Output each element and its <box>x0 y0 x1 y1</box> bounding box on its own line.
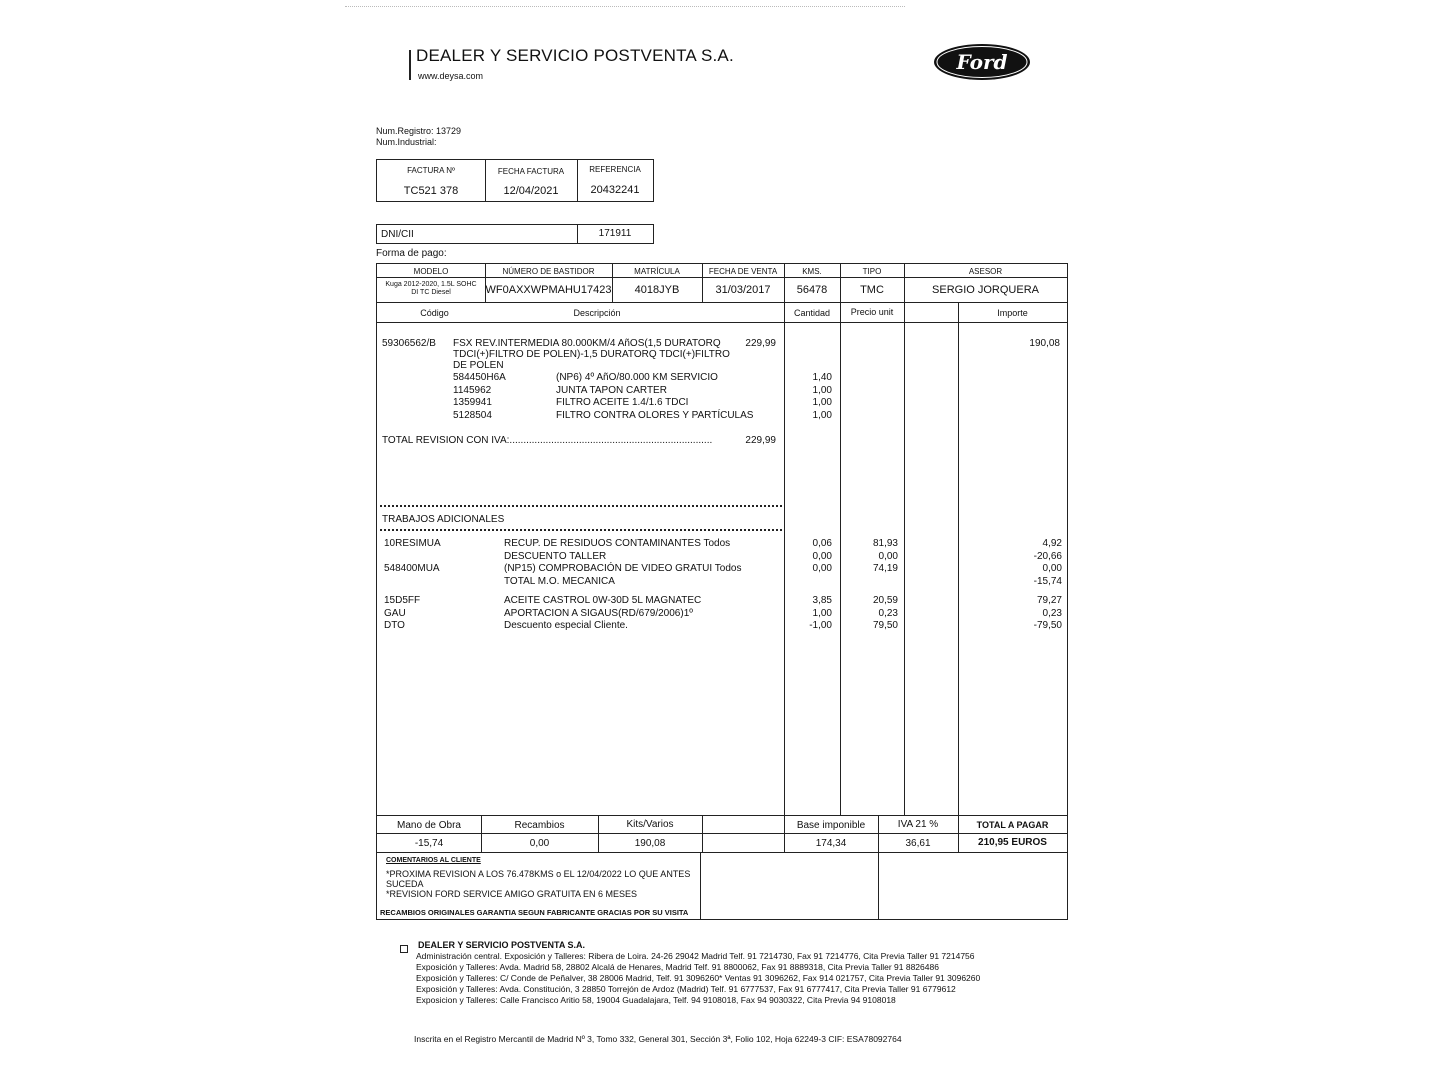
fecha-factura-label: FECHA FACTURA <box>497 167 565 176</box>
modelo-line-2: DI TC Diesel <box>411 289 451 296</box>
part-codes <box>453 372 506 423</box>
line-qty: 1,00 <box>812 607 832 619</box>
line-description: Descuento especial Cliente. <box>504 620 628 631</box>
precio-header: Precio unit <box>850 307 894 317</box>
forma-de-pago: Forma de pago: <box>376 248 447 259</box>
line-description: DESCUENTO TALLER <box>504 550 607 562</box>
kms-value: 56478 <box>796 284 828 296</box>
revision-price: 229,99 <box>745 338 776 349</box>
iva-label: IVA 21 % <box>897 819 939 830</box>
registro-mercantil: Inscrita en el Registro Mercantil de Madrid Nº 3, Tomo 332, General 301, Sección 3ª, Folio 102, Hoja 62249-3 CIF: ESA78092764 <box>414 1034 902 1044</box>
separator-bottom <box>380 529 782 531</box>
parts-codes <box>384 595 420 633</box>
parts-importes <box>990 595 1062 633</box>
part-qty: 1,00 <box>812 397 832 409</box>
line-qty <box>786 576 832 589</box>
line-prices <box>850 538 898 588</box>
part-description: (NP6) 4º AñO/80.000 KM SERVICIO <box>556 372 718 383</box>
line-price: 81,93 <box>872 538 898 549</box>
footer-address: Exposición y Talleres: Avda. Madrid 58, 28802 Alcalá de Henares, Madrid Telf. 91 8800062, Fax 91 8889318, Cita Previa Taller 91 8826486 <box>416 962 939 972</box>
total-pagar-value: 210,95 EUROS <box>978 837 1047 848</box>
part-code: 584450H6A <box>453 372 506 383</box>
kms-header: KMS. <box>802 267 822 276</box>
part-description: FILTRO CONTRA OLORES Y PARTÍCULAS <box>556 410 754 422</box>
line-code: 548400MUA <box>384 563 440 574</box>
part-qty: 1,00 <box>812 410 832 422</box>
line-descriptions <box>504 538 741 588</box>
comment-line: *PROXIMA REVISION A LOS 76.478KMS o EL 12/04/2022 LO QUE ANTES <box>386 869 691 879</box>
line-qty: -1,00 <box>809 620 832 631</box>
fecha-factura-value: 12/04/2021 <box>503 185 559 197</box>
revision-desc-line-2: TDCI(+)FILTRO DE POLEN)-1,5 DURATORQ TDCI(+)FILTRO <box>453 349 730 360</box>
tipo-value: TMC <box>860 284 884 296</box>
total-revision-value: 229,99 <box>745 435 776 446</box>
line-description: RECUP. DE RESIDUOS CONTAMINANTES Todos <box>504 538 731 549</box>
line-qty: 0,06 <box>812 538 832 549</box>
revision-description <box>453 338 730 371</box>
dni-box <box>376 224 654 244</box>
company-logo-bar <box>409 50 411 80</box>
line-code: DTO <box>384 620 405 631</box>
fecha-venta-header: FECHA DE VENTA <box>708 267 778 276</box>
factura-value: TC521 378 <box>403 185 459 197</box>
part-code: 5128504 <box>453 410 492 422</box>
matricula-header: MATRÍCULA <box>634 267 680 276</box>
base-imponible-value: 174,34 <box>815 838 847 849</box>
line-code <box>384 576 441 589</box>
footer-company: DEALER Y SERVICIO POSTVENTA S.A. <box>418 940 586 950</box>
company-name: DEALER Y SERVICIO POSTVENTA S.A. <box>416 46 734 65</box>
base-imponible-label: Base imponible <box>796 820 866 831</box>
footer-address: Exposición y Talleres: Avda. Constitución, 3 28850 Torrejón de Ardoz (Madrid) Telf. 91 6777537, Fax 91 6777417, Cita Previa Taller 91 6779612 <box>416 984 956 994</box>
line-code: GAU <box>384 607 406 619</box>
dni-label: DNI/CII <box>381 229 414 240</box>
checkbox-icon <box>400 945 408 953</box>
bastidor-header: NÚMERO DE BASTIDOR <box>502 267 595 276</box>
kits-value: 190,08 <box>634 838 666 849</box>
footer-address: Exposicion y Talleres: Calle Francisco Aritio 58, 19004 Guadalajara, Telf. 94 9108018, Fax 94 9030322, Cita Previa 94 9108018 <box>416 995 896 1005</box>
cantidad-header: Cantidad <box>793 308 831 318</box>
num-industrial: Num.Industrial: <box>376 137 437 147</box>
dni-value: 171911 <box>598 228 632 239</box>
modelo-value <box>377 281 485 297</box>
line-price: 0,23 <box>878 607 898 619</box>
line-importe: 4,92 <box>1042 538 1062 549</box>
revision-code: 59306562/B <box>382 338 436 349</box>
asesor-value: SERGIO JORQUERA <box>932 284 1039 296</box>
line-price: 0,00 <box>878 550 898 562</box>
line-price: 20,59 <box>872 595 898 606</box>
revision-desc-line-3: DE POLEN <box>453 360 504 371</box>
part-qty: 1,40 <box>812 372 832 383</box>
total-revision-label: TOTAL REVISION CON IVA:......................................................................... <box>382 435 713 446</box>
recambios-label: Recambios <box>514 820 565 831</box>
modelo-line-1: Kuga 2012-2020, 1.5L SOHC <box>385 281 477 288</box>
referencia-value: 20432241 <box>590 184 640 196</box>
invoice-box <box>376 159 654 202</box>
line-importe: -15,74 <box>1033 575 1062 587</box>
mano-obra-label: Mano de Obra <box>397 820 461 831</box>
importe-header: Importe <box>997 308 1028 318</box>
total-pagar-label: TOTAL A PAGAR <box>976 820 1049 830</box>
part-descriptions <box>556 372 753 423</box>
part-code: 1359941 <box>453 397 492 409</box>
revision-importe: 190,08 <box>1029 338 1060 349</box>
part-description: FILTRO ACEITE 1.4/1.6 TDCI <box>556 397 689 409</box>
line-importe: -79,50 <box>1033 620 1062 631</box>
footer-addresses <box>416 951 980 1006</box>
line-qty: 0,00 <box>812 550 832 562</box>
fecha-venta-value: 31/03/2017 <box>715 284 771 296</box>
parts-descriptions <box>504 595 701 633</box>
line-importe: 79,27 <box>1036 595 1062 606</box>
factura-label: FACTURA Nº <box>407 166 455 175</box>
revision-desc-line-1: FSX REV.INTERMEDIA 80.000KM/4 AñOS(1,5 DURATORQ <box>453 338 721 349</box>
line-qty: 3,85 <box>812 595 832 606</box>
line-price: 79,50 <box>872 620 898 631</box>
bastidor-value: WF0AXXWPMAHU17423 <box>485 284 612 296</box>
part-description: JUNTA TAPON CARTER <box>556 384 667 396</box>
ford-logo <box>932 42 1032 82</box>
line-code: 10RESIMUA <box>384 538 441 549</box>
trabajos-adicionales-title: TRABAJOS ADICIONALES <box>382 514 505 525</box>
referencia-label: REFERENCIA <box>589 165 641 174</box>
line-description: APORTACION A SIGAUS(RD/679/2006)1º <box>504 607 693 619</box>
line-description: (NP15) COMPROBACIÓN DE VIDEO GRATUI Todos <box>504 563 742 574</box>
line-code <box>384 551 441 564</box>
kits-label: Kits/Varios <box>626 819 674 830</box>
matricula-value: 4018JYB <box>634 284 680 296</box>
descripcion-header: Descripción <box>573 308 621 318</box>
line-price <box>850 576 898 589</box>
comment-line: SUCEDA <box>386 879 424 889</box>
line-importe: 0,00 <box>1042 563 1062 574</box>
part-quantities <box>786 372 832 423</box>
comments-footer: RECAMBIOS ORIGINALES GARANTIA SEGUN FABRICANTE GRACIAS POR SU VISITA <box>380 908 689 917</box>
asesor-header: ASESOR <box>968 267 1003 276</box>
separator-top <box>380 505 782 507</box>
line-codes <box>384 538 441 588</box>
line-importe: -20,66 <box>1033 550 1062 562</box>
comment-line: *REVISION FORD SERVICE AMIGO GRATUITA EN 6 MESES <box>386 889 638 899</box>
line-importe: 0,23 <box>1042 607 1062 619</box>
line-qty: 0,00 <box>812 563 832 574</box>
comments-body <box>386 869 690 899</box>
ford-logo-text: Ford <box>956 50 1008 74</box>
recambios-value: 0,00 <box>529 838 550 849</box>
line-description: ACEITE CASTROL 0W-30D 5L MAGNATEC <box>504 595 702 606</box>
codigo-header: Código <box>420 308 449 318</box>
footer-address: Administración central. Exposición y Talleres: Ribera de Loira. 24-26 29042 Madrid Telf. 91 7214730, Fax 91 7214776, Cita Previa Taller 91 7214756 <box>416 951 975 961</box>
iva-value: 36,61 <box>905 838 931 849</box>
footer-address: Exposición y Talleres: C/ Conde de Peñalver, 38 28006 Madrid, Telf. 91 3096260* Ventas 91 3096262, Fax 914 021757, Cita Previa Taller 91 3096260 <box>416 973 981 983</box>
line-price: 74,19 <box>872 563 898 574</box>
mano-obra-value: -15,74 <box>414 838 444 849</box>
line-description: TOTAL M.O. MECANICA <box>504 575 615 587</box>
line-importes <box>990 538 1062 588</box>
comments-title: COMENTARIOS AL CLIENTE <box>386 857 481 864</box>
num-registro: Num.Registro: 13729 <box>376 126 462 136</box>
company-website: www.deysa.com <box>418 71 484 81</box>
scan-top-edge <box>345 6 905 7</box>
parts-quantities <box>786 595 832 633</box>
parts-prices <box>850 595 898 633</box>
tipo-header: TIPO <box>862 267 882 276</box>
line-code: 15D5FF <box>384 595 421 606</box>
part-code: 1145962 <box>453 384 492 396</box>
modelo-header: MODELO <box>413 267 449 276</box>
part-qty: 1,00 <box>812 384 832 396</box>
line-quantities <box>786 538 832 588</box>
